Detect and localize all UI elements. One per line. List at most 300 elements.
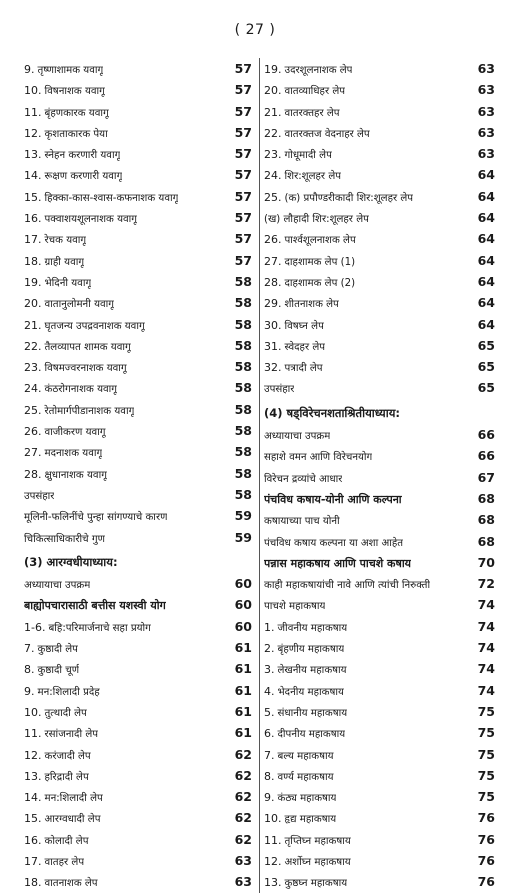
toc-entry-title: अध्यायाचा उपक्रम xyxy=(264,431,331,443)
toc-entry-page: 57 xyxy=(234,82,252,98)
toc-entry-page: 65 xyxy=(477,337,495,353)
toc-entry-page: 58 xyxy=(234,401,252,417)
toc-entry-page: 76 xyxy=(477,810,495,826)
toc-entry-label xyxy=(264,575,430,594)
toc-entry-label xyxy=(24,251,84,271)
toc-entry-title: गोधूमादी लेप xyxy=(284,150,332,162)
toc-entry-label xyxy=(264,489,402,509)
toc-entry-label xyxy=(264,144,332,164)
toc-entry-title: तृप्तिघ्न महाकषाय xyxy=(284,835,351,847)
toc-entry-title: रेचक यवागू xyxy=(44,235,87,247)
toc-entry-title: कोलादी लेप xyxy=(44,835,89,847)
toc-entry-label xyxy=(24,659,79,679)
toc-entry-title: (3) आरग्वधीयाध्याय: xyxy=(24,554,118,569)
toc-entry-page: 60 xyxy=(234,597,252,613)
toc-entry-title: वातरक्तहर लेप xyxy=(284,107,340,119)
toc-entry xyxy=(264,786,495,807)
toc-entry-title: विषनाशक यवागू xyxy=(44,86,105,98)
toc-entry-number: 25. xyxy=(264,190,282,204)
toc-entry-label xyxy=(24,872,98,892)
toc-entry-title: शिर:शूलहर लेप xyxy=(284,171,342,183)
toc-entry xyxy=(264,271,495,292)
toc-entry xyxy=(264,79,495,100)
toc-entry-number: 10. xyxy=(24,705,42,719)
toc-entry-page: 60 xyxy=(234,576,252,592)
toc-entry-page: 64 xyxy=(477,295,495,311)
toc-entry-page: 58 xyxy=(234,359,252,375)
toc-entry-label xyxy=(24,617,151,637)
toc-entry-page: 62 xyxy=(234,789,252,805)
toc-entry-title: उपसंहार xyxy=(264,384,295,396)
toc-entry-title: (क) प्रपौण्डरीकादी शिर:शूलहर लेप xyxy=(284,192,414,204)
toc-entry xyxy=(24,356,252,377)
toc-entry-page: 61 xyxy=(234,661,252,677)
toc-entry-number: 2. xyxy=(264,642,275,656)
toc-entry-page: 66 xyxy=(477,448,495,464)
toc-entry-page: 74 xyxy=(477,682,495,698)
toc-entry xyxy=(24,186,252,207)
toc-entry-page: 58 xyxy=(234,486,252,502)
toc-entry xyxy=(24,271,252,292)
toc-entry-label xyxy=(264,723,345,743)
toc-entry-number: 5. xyxy=(264,705,275,719)
toc-entry-page: 57 xyxy=(234,146,252,162)
toc-entry-page: 75 xyxy=(477,725,495,741)
toc-entry-label xyxy=(264,808,336,828)
toc-entry xyxy=(264,292,495,313)
toc-entry-number: 4. xyxy=(264,684,275,698)
toc-entry xyxy=(24,79,252,100)
toc-entry-label xyxy=(264,165,341,185)
toc-entry-title: हरिद्रादी लेप xyxy=(44,771,89,783)
toc-entry xyxy=(24,143,252,164)
toc-entry-number: 8. xyxy=(264,769,275,783)
toc-entry-number: 15. xyxy=(24,812,42,826)
toc-entry-title: रेतोमार्गपीडानाशक यवागू xyxy=(44,405,135,417)
toc-entry xyxy=(24,527,252,548)
toc-entry-label xyxy=(264,251,355,271)
toc-entry-label xyxy=(264,209,369,228)
toc-entry-page: 58 xyxy=(234,423,252,439)
toc-entry-number: 18. xyxy=(24,254,42,268)
toc-entry-number: 16. xyxy=(24,833,42,847)
toc-entry-label xyxy=(24,442,102,462)
toc-entry xyxy=(24,850,252,871)
toc-entry-label xyxy=(264,511,340,530)
toc-entry-number: 10. xyxy=(24,84,42,98)
toc-entry xyxy=(264,871,495,892)
toc-entry xyxy=(264,488,495,509)
toc-entry xyxy=(264,377,495,398)
toc-entry-title: आरग्वधादी लेप xyxy=(44,814,101,826)
toc-entry-title: पंचविध कषाय कल्पना या अशा आहेत xyxy=(264,537,404,549)
toc-entry-title: लेखनीय महाकषाय xyxy=(277,665,347,677)
toc-entry-page: 64 xyxy=(477,167,495,183)
toc-entry-title: (4) षड्विरेचनशताश्रितीयाध्याय: xyxy=(264,405,400,420)
toc-entry-label xyxy=(24,723,98,743)
toc-entry xyxy=(24,658,252,679)
toc-entry-title: अध्यायाचा उपक्रम xyxy=(24,580,91,592)
toc-entry-title: वातहर लेप xyxy=(44,856,85,868)
toc-entry xyxy=(24,463,252,484)
toc-entry-label xyxy=(24,575,90,594)
toc-entry xyxy=(24,164,252,185)
toc-entry xyxy=(24,377,252,398)
toc-entry-label xyxy=(264,59,352,79)
toc-entry-page: 63 xyxy=(477,124,495,140)
toc-entry xyxy=(264,744,495,765)
toc-entry-title: कृशताकारक पेया xyxy=(44,128,108,140)
toc-entry-label xyxy=(264,787,336,807)
toc-entry-page: 58 xyxy=(234,273,252,289)
toc-entry xyxy=(24,807,252,828)
toc-entry xyxy=(24,314,252,335)
toc-section-heading xyxy=(24,552,252,573)
toc-entry-label xyxy=(264,315,324,335)
toc-entry-label xyxy=(264,336,325,356)
toc-entry-label xyxy=(24,507,167,526)
toc-entry-page: 63 xyxy=(477,103,495,119)
toc-entry-label xyxy=(24,378,117,398)
toc-entry xyxy=(24,871,252,892)
toc-entry-page: 60 xyxy=(234,618,252,634)
toc-entry-title: पन्नास महाकषाय आणि पाचशे कषाय xyxy=(264,556,412,570)
toc-entry xyxy=(264,164,495,185)
toc-entry-label xyxy=(264,426,330,445)
toc-entry-page: 65 xyxy=(477,359,495,375)
toc-entry-number: 9. xyxy=(264,791,275,805)
toc-entry-title: कुष्ठादी लेप xyxy=(37,644,78,656)
toc-entry xyxy=(264,850,495,871)
toc-entry-title: दीपनीय महाकषाय xyxy=(277,729,346,741)
toc-entry-page: 58 xyxy=(234,380,252,396)
toc-entry-number: 26. xyxy=(24,425,42,439)
toc-entry-label xyxy=(24,464,107,484)
toc-entry-number: 23. xyxy=(24,361,42,375)
toc-entry-label xyxy=(24,400,134,420)
toc-entry xyxy=(264,122,495,143)
toc-entry-title: क्षुधानाशक यवागू xyxy=(44,469,107,481)
toc-entry-number: 13. xyxy=(24,769,42,783)
toc-left-column xyxy=(24,58,252,893)
toc-entry-page: 72 xyxy=(477,576,495,592)
toc-entry-label xyxy=(24,229,86,249)
toc-entry-label xyxy=(24,745,91,765)
toc-entry-number: 6. xyxy=(264,727,275,741)
toc-entry-label xyxy=(264,553,411,573)
toc-entry-title: बृंहणकारक यवागू xyxy=(44,107,109,119)
toc-entry-title: बृंहणीय महाकषाय xyxy=(277,644,345,656)
toc-entry-title: तृष्णाशामक यवागू xyxy=(37,65,104,76)
toc-entry-page: 58 xyxy=(234,465,252,481)
toc-entry-page: 67 xyxy=(477,469,495,485)
toc-entry xyxy=(24,744,252,765)
toc-entry-label xyxy=(264,80,345,100)
toc-entry-number: 19. xyxy=(264,63,282,76)
toc-entry-number: 15. xyxy=(24,190,42,204)
toc-entry-label xyxy=(24,336,131,356)
toc-entry xyxy=(264,552,495,573)
toc-entry-page: 57 xyxy=(234,210,252,226)
toc-entry-page: 74 xyxy=(477,597,495,613)
toc-entry-page: 75 xyxy=(477,703,495,719)
toc-entry-label xyxy=(264,357,323,377)
page-number: ( 27 ) xyxy=(234,22,276,38)
toc-entry-title: पाचशे महाकषाय xyxy=(264,601,326,613)
toc-entry-page: 61 xyxy=(234,640,252,656)
toc-entry-label xyxy=(264,851,351,871)
toc-entry-page: 63 xyxy=(477,82,495,98)
toc-entry-label xyxy=(24,766,89,786)
toc-entry-title: पार्श्वशूलनाशक लेप xyxy=(284,235,356,247)
toc-entry-title: स्वेदहर लेप xyxy=(284,341,326,353)
toc-entry-page: 68 xyxy=(477,512,495,528)
toc-entry-label xyxy=(24,529,105,548)
toc-entry-page: 62 xyxy=(234,831,252,847)
toc-entry-number: 30. xyxy=(264,318,282,332)
toc-entry-page: 76 xyxy=(477,831,495,847)
toc-entry-label xyxy=(24,144,120,164)
toc-entry-title: कषायाच्या पाच योनी xyxy=(264,516,340,528)
toc-entry-title: उदरशूलनाशक लेप xyxy=(284,65,353,76)
toc-entry-number: 24. xyxy=(264,169,282,183)
toc-entry-page: 68 xyxy=(477,533,495,549)
toc-entry xyxy=(264,616,495,637)
toc-entry xyxy=(24,829,252,850)
toc-entry xyxy=(264,829,495,850)
toc-entry-page: 61 xyxy=(234,703,252,719)
toc-entry-title: कंठरोगनाशक यवागू xyxy=(44,384,118,396)
toc-entry-label xyxy=(24,595,166,615)
toc-entry-number: 24. xyxy=(24,382,42,396)
toc-entry-number: 3. xyxy=(264,663,275,677)
toc-entry-title: वातानुलोमनी यवागू xyxy=(44,299,115,311)
toc-entry-page: 61 xyxy=(234,682,252,698)
toc-entry-label xyxy=(24,123,108,143)
toc-entry-title: काही महाकषायांची नावे आणि त्यांची निरुक्ती xyxy=(264,580,431,592)
toc-entry-page: 59 xyxy=(234,508,252,524)
toc-entry-number: 22. xyxy=(264,126,282,140)
toc-entry-title: वातनाशक लेप xyxy=(44,878,98,890)
toc-entry xyxy=(264,58,495,79)
toc-entry-title: रूक्षण करणारी यवागू xyxy=(44,171,123,183)
toc-entry xyxy=(24,420,252,441)
toc-entry-title: संधानीय महाकषाय xyxy=(277,707,348,719)
toc-entry-page: 58 xyxy=(234,295,252,311)
toc-entry-page: 64 xyxy=(477,316,495,332)
toc-entry-number: 1-6. xyxy=(24,620,46,634)
toc-entry-page: 64 xyxy=(477,210,495,226)
toc-entry xyxy=(24,573,252,594)
toc-entry-label xyxy=(24,80,105,100)
toc-entry-page: 63 xyxy=(234,852,252,868)
toc-entry xyxy=(24,399,252,420)
toc-entry-label xyxy=(24,851,84,871)
toc-entry-title: कुष्ठघ्न महाकषाय xyxy=(284,878,348,890)
toc-entry-page: 57 xyxy=(234,124,252,140)
toc-entry xyxy=(264,701,495,722)
toc-entry-label xyxy=(264,403,400,424)
toc-entry-page: 68 xyxy=(477,490,495,506)
toc-entry-number: 9. xyxy=(24,63,35,76)
toc-entry xyxy=(24,101,252,122)
toc-entry xyxy=(264,207,495,228)
toc-entry-label xyxy=(264,533,403,552)
toc-entry-label xyxy=(264,123,370,143)
toc-entry-title: बहि:परिमार्जनाचे सहा प्रयोग xyxy=(48,622,151,634)
toc-entry-label xyxy=(264,617,347,637)
toc-entry-label xyxy=(264,187,413,207)
toc-entry xyxy=(264,680,495,701)
toc-entry-page: 74 xyxy=(477,618,495,634)
toc-entry-number: 8. xyxy=(24,663,35,677)
toc-entry-label xyxy=(264,830,351,850)
toc-entry-label xyxy=(264,102,340,122)
toc-entry-number: 31. xyxy=(264,339,282,353)
toc-entry-page: 62 xyxy=(234,810,252,826)
toc-entry-number: 27. xyxy=(24,446,42,460)
toc-entry xyxy=(264,807,495,828)
toc-entry xyxy=(24,250,252,271)
toc-entry-number: 23. xyxy=(264,148,282,162)
toc-entry-number: 22. xyxy=(24,339,42,353)
toc-entry-page: 58 xyxy=(234,337,252,353)
toc-entry-page: 62 xyxy=(234,767,252,783)
toc-entry xyxy=(24,484,252,505)
toc-entry-number: 17. xyxy=(24,233,42,247)
toc-entry-number: 14. xyxy=(24,791,42,805)
toc-entry-page: 63 xyxy=(477,61,495,76)
toc-entry-title: वातरक्तज वेदनाहर लेप xyxy=(284,128,370,140)
toc-entry xyxy=(264,445,495,466)
toc-entry-title: करंजादी लेप xyxy=(44,750,91,762)
toc-entry-title: भेदिनी यवागू xyxy=(44,277,92,289)
toc-entry-title: हिक्का-कास-श्वास-कफनाशक यवागू xyxy=(44,192,179,204)
toc-entry-page: 65 xyxy=(477,380,495,396)
toc-entry xyxy=(264,765,495,786)
toc-entry xyxy=(24,122,252,143)
toc-entry-page: 66 xyxy=(477,427,495,443)
toc-entry xyxy=(264,356,495,377)
toc-entry-label xyxy=(264,596,325,615)
toc-entry-page: 58 xyxy=(234,316,252,332)
toc-entry-page: 59 xyxy=(234,529,252,545)
toc-entry-title: शीतनाशक लेप xyxy=(284,299,339,311)
toc-entry xyxy=(264,335,495,356)
toc-entry-page: 63 xyxy=(477,146,495,162)
toc-entry-number: 18. xyxy=(24,876,42,890)
toc-entry-label xyxy=(264,638,344,658)
toc-entry xyxy=(24,786,252,807)
toc-entry xyxy=(264,509,495,530)
toc-entry-label xyxy=(24,702,87,722)
toc-entry-page: 70 xyxy=(477,554,495,570)
toc-entry-label xyxy=(24,187,178,207)
toc-entry xyxy=(264,424,495,445)
toc-entry xyxy=(24,722,252,743)
toc-entry-number: 20. xyxy=(24,297,42,311)
toc-entry-label xyxy=(24,102,109,122)
toc-entry-page: 57 xyxy=(234,231,252,247)
toc-entry-label xyxy=(24,808,101,828)
toc-entry-label xyxy=(264,447,372,466)
toc-entry-title: (ख) लौहादी शिर:शूलहर लेप xyxy=(264,214,369,226)
toc-entry-title: कुष्ठादी चूर्ण xyxy=(37,665,80,677)
toc-entry-number: 7. xyxy=(264,748,275,762)
toc-entry xyxy=(264,531,495,552)
toc-entry xyxy=(264,594,495,615)
toc-entry xyxy=(24,616,252,637)
toc-entry-title: जीवनीय महाकषाय xyxy=(277,622,348,634)
toc-entry-number: 12. xyxy=(264,854,282,868)
toc-entry-label xyxy=(264,659,347,679)
toc-entry-label xyxy=(264,469,342,488)
toc-entry-title: भेदनीय महाकषाय xyxy=(277,686,344,698)
toc-entry-page: 76 xyxy=(477,852,495,868)
toc-entry-title: विषमज्वरनाशक यवागू xyxy=(44,363,127,375)
toc-entry xyxy=(24,505,252,526)
toc-entry xyxy=(24,207,252,228)
toc-entry-title: विरेचन द्रव्यांचे आधार xyxy=(264,473,343,485)
toc-entry-number: 9. xyxy=(24,684,35,698)
toc-entry-title: तैलव्यापत शामक यवागू xyxy=(44,341,131,353)
toc-entry xyxy=(24,292,252,313)
toc-entry xyxy=(24,680,252,701)
toc-entry-title: विषघ्न लेप xyxy=(284,320,324,332)
toc-entry-page: 74 xyxy=(477,640,495,656)
toc-entry-label xyxy=(264,229,356,249)
toc-entry-title: अर्शोघ्न महाकषाय xyxy=(284,856,351,868)
toc-entry-number: 21. xyxy=(264,105,282,119)
toc-entry-label xyxy=(264,272,355,292)
toc-entry-title: पत्रादी लेप xyxy=(284,363,323,375)
toc-entry-page: 64 xyxy=(477,231,495,247)
toc-entry-page: 64 xyxy=(477,188,495,204)
toc-entry xyxy=(264,228,495,249)
toc-entry xyxy=(264,467,495,488)
toc-section-heading xyxy=(264,403,495,424)
toc-entry-label xyxy=(24,293,114,313)
toc-entry-number: 32. xyxy=(264,361,282,375)
toc-entry-number: 16. xyxy=(24,212,42,226)
toc-entry-title: मदनाशक यवागू xyxy=(44,448,103,460)
toc-entry xyxy=(264,658,495,679)
toc-entry-title: कंठ्य महाकषाय xyxy=(277,793,337,805)
toc-entry-page: 76 xyxy=(477,874,495,890)
toc-entry-page: 57 xyxy=(234,252,252,268)
toc-entry xyxy=(24,594,252,615)
toc-entry-number: 11. xyxy=(24,727,42,741)
toc-entry-label xyxy=(24,208,137,228)
toc-entry-number: 12. xyxy=(24,748,42,762)
toc-entry-title: मन:शिलादी लेप xyxy=(44,793,103,805)
toc-entry-page: 62 xyxy=(234,746,252,762)
toc-entry-label xyxy=(264,681,344,701)
toc-entry-label xyxy=(264,872,347,892)
toc-entry xyxy=(24,637,252,658)
toc-entry xyxy=(264,186,495,207)
toc-entry-number: 17. xyxy=(24,854,42,868)
toc-entry xyxy=(264,250,495,271)
toc-entry-label xyxy=(24,421,106,441)
toc-entry-title: मूलिनी-फलिनींचे पुन्हा सांगण्याचे कारण xyxy=(24,512,168,524)
toc-entry-number: 28. xyxy=(24,467,42,481)
toc-entry xyxy=(24,701,252,722)
toc-entry-title: दाहशामक लेप (1) xyxy=(284,256,356,268)
toc-entry-number: 13. xyxy=(264,876,282,890)
toc-entry-number: 10. xyxy=(264,812,282,826)
toc-entry xyxy=(264,637,495,658)
